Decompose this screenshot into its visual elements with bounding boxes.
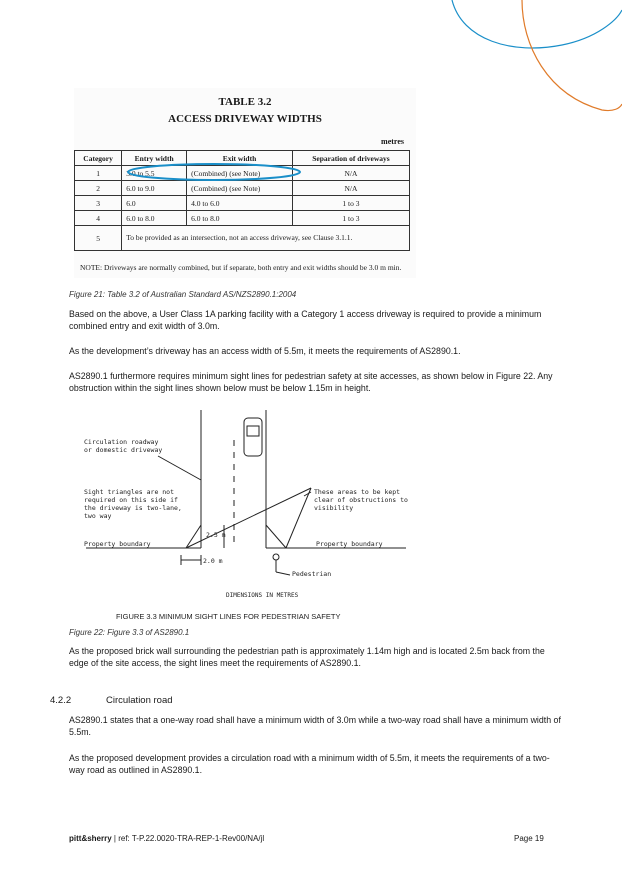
header-separation: Separation of driveways — [292, 151, 409, 166]
car-outline — [244, 418, 262, 456]
cell-exit: (Combined) (see Note) — [187, 166, 293, 181]
cell-exit: 6.0 to 8.0 — [187, 211, 293, 226]
decorative-corner-arcs — [422, 0, 622, 130]
table-row — [75, 196, 410, 211]
section-title: Circulation road — [106, 695, 173, 706]
pedestrian-head — [273, 554, 279, 560]
table-note: NOTE: Driveways are normally combined, but if separate, both entry and exit widths should be 3.0 m min. — [80, 263, 402, 272]
sight-lines-diagram — [76, 400, 416, 630]
paragraph-2: As the development’s driveway has an access width of 5.5m, it meets the requirements of AS2890.1. — [69, 346, 461, 356]
sight-line-long — [186, 488, 311, 548]
label-dim-25: 2.5 m — [206, 531, 226, 539]
figure-21-caption: Figure 21: Table 3.2 of Australian Standard AS/NZS2890.1:2004 — [69, 290, 297, 299]
label-dim-20: 2.0 m — [203, 557, 223, 565]
diagram-figure-title: FIGURE 3.3 MINIMUM SIGHT LINES FOR PEDESTRIAN SAFETY — [116, 612, 341, 621]
cell-entry: 3.0 to 5.5 — [122, 166, 187, 181]
section-number: 4.2.2 — [50, 695, 72, 706]
label-roadway: Circulation roadway or domestic driveway — [84, 438, 163, 454]
paragraph-6: As the proposed development provides a circulation road with a minimum width of 5.5m, it meets the requirements of a two-way road as outlined in AS2890.1. — [69, 753, 550, 775]
cell-exit: (Combined) (see Note) — [187, 181, 293, 196]
cell-separation: 1 to 3 — [292, 196, 409, 211]
highlight-ellipse — [124, 161, 304, 183]
car-windscreen — [247, 426, 259, 436]
footer-ref — [69, 834, 264, 843]
figure-22-caption: Figure 22: Figure 3.3 of AS2890.1 — [69, 628, 190, 637]
cell-separation: N/A — [292, 166, 409, 181]
table-subtitle: ACCESS DRIVEWAY WIDTHS — [168, 113, 322, 125]
footer-reference: | ref: T-P.22.0020-TRA-REP-1-Rev00/NA/jl — [111, 834, 265, 843]
cell-category: 4 — [75, 211, 122, 226]
right-triangle-edge — [266, 525, 286, 548]
table-row — [75, 226, 410, 251]
label-property-boundary-right: Property boundary — [316, 540, 383, 548]
table-units: metres — [381, 137, 404, 146]
header-exit: Exit width — [187, 151, 293, 166]
cell-separation: 1 to 3 — [292, 211, 409, 226]
leader-pedestrian — [276, 572, 290, 575]
cell-category: 3 — [75, 196, 122, 211]
table-title: TABLE 3.2 — [218, 96, 272, 108]
header-category: Category — [75, 151, 122, 166]
cell-separation: N/A — [292, 181, 409, 196]
label-dimensions-note: DIMENSIONS IN METRES — [226, 592, 299, 599]
cell-intersection-note: To be provided as an intersection, not an access driveway, see Clause 3.1.1. — [122, 226, 410, 251]
cell-category: 5 — [75, 226, 122, 251]
cell-exit: 4.0 to 6.0 — [187, 196, 293, 211]
paragraph-5: AS2890.1 states that a one-way road shall have a minimum width of 3.0m while a two-way road shall have a minimum width of 5.5m. — [69, 715, 561, 737]
cell-category: 2 — [75, 181, 122, 196]
footer-page-number: Page 19 — [514, 834, 544, 843]
header-entry: Entry width — [122, 151, 187, 166]
cell-entry: 6.0 to 9.0 — [122, 181, 187, 196]
label-sight-triangles: Sight triangles are not required on this side if the driveway is two-lane, two way — [84, 488, 182, 520]
leader-roadway — [158, 456, 201, 480]
label-property-boundary-left: Property boundary — [84, 540, 151, 548]
table-row — [75, 211, 410, 226]
cell-entry: 6.0 — [122, 196, 187, 211]
label-clear-areas: These areas to be kept clear of obstructions to visibility — [314, 488, 408, 512]
right-sight-line — [286, 488, 311, 548]
cell-category: 1 — [75, 166, 122, 181]
paragraph-3: AS2890.1 furthermore requires minimum sight lines for pedestrian safety at site accesses, as shown below in Figure 22. Any obstruction within the sight lines shown below must be below 1.15m in height. — [69, 371, 553, 393]
label-pedestrian: Pedestrian — [292, 570, 332, 578]
paragraph-1: Based on the above, a User Class 1A parking facility with a Category 1 access driveway is required to provide a minimum combined entry and exit width of 3.0m. — [69, 309, 542, 331]
blue-arc — [452, 0, 622, 48]
footer-brand: pitt&sherry — [69, 834, 112, 843]
cell-entry: 6.0 to 8.0 — [122, 211, 187, 226]
table-figure — [74, 88, 416, 278]
paragraph-4: As the proposed brick wall surrounding the pedestrian path is approximately 1.14m high and is located 2.5m back from the edge of the site access, the sight lines meet the requirements of AS2890.1. — [69, 646, 545, 668]
orange-arc — [522, 0, 622, 111]
